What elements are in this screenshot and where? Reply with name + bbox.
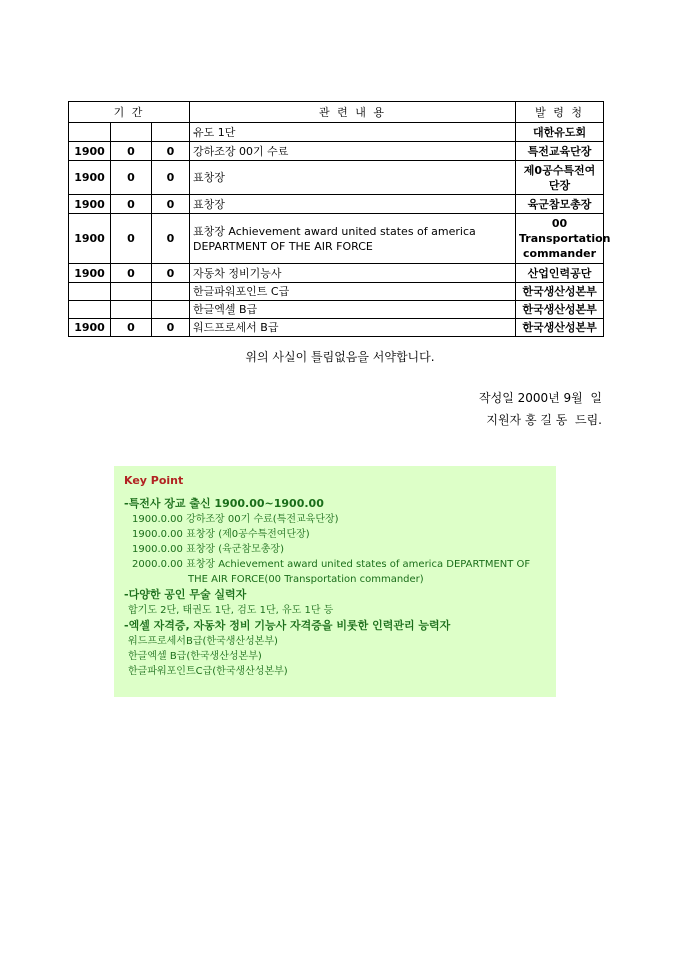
table-row [69, 214, 604, 264]
table-row [69, 319, 604, 337]
cell-month [111, 301, 152, 319]
cell-content: 유도 1단 [190, 123, 516, 142]
header-issuer: 발 령 청 [516, 102, 604, 123]
cell-issuer: 육군참모총장 [516, 195, 604, 214]
cell-year: 1900 [69, 214, 111, 264]
key-point-item: 워드프로세서B급(한국생산성본부) [128, 636, 278, 647]
cell-month: 0 [111, 319, 152, 337]
key-point-heading: -엑셀 자격증, 자동차 정비 기능사 자격증을 비롯한 인력관리 능력자 [124, 619, 451, 632]
cell-issuer: 산업인력공단 [516, 264, 604, 283]
cell-day: 0 [152, 195, 190, 214]
cell-year [69, 301, 111, 319]
cell-day: 0 [152, 319, 190, 337]
cell-content: 표창장 [190, 161, 516, 195]
cell-issuer: 특전교육단장 [516, 142, 604, 161]
key-point-item: 한글엑셀 B급(한국생산성본부) [128, 651, 262, 662]
cell-content: 표창장 [190, 195, 516, 214]
key-point-box [114, 466, 556, 697]
table-row [69, 123, 604, 142]
cell-month: 0 [111, 142, 152, 161]
cell-content: 자동차 정비기능사 [190, 264, 516, 283]
cell-day [152, 123, 190, 142]
cell-year: 1900 [69, 319, 111, 337]
cell-month [111, 123, 152, 142]
key-point-title: Key Point [124, 474, 184, 487]
cell-year: 1900 [69, 264, 111, 283]
table-row [69, 283, 604, 301]
key-point-item: 1900.0.00 강하조장 00기 수료(특전교육단장) [132, 514, 339, 525]
cell-month: 0 [111, 195, 152, 214]
cell-issuer: 한국생산성본부 [516, 283, 604, 301]
cell-content: 강하조장 00기 수료 [190, 142, 516, 161]
date-line: 작성일 2000년 9월 일 [479, 391, 602, 405]
key-point-heading: -다양한 공인 무술 실력자 [124, 588, 247, 601]
header-period: 기 간 [69, 102, 190, 123]
table-header-row [69, 102, 604, 123]
table-row [69, 264, 604, 283]
cell-day: 0 [152, 142, 190, 161]
cell-year: 1900 [69, 161, 111, 195]
cell-month: 0 [111, 214, 152, 264]
cell-day: 0 [152, 161, 190, 195]
header-content: 관 련 내 용 [190, 102, 516, 123]
key-point-item: 1900.0.00 표창장 (육군참모총장) [132, 544, 284, 555]
records-table [68, 101, 611, 337]
cell-issuer: 대한유도회 [516, 123, 604, 142]
cell-content: 한글파워포인트 C급 [190, 283, 516, 301]
cell-issuer: 한국생산성본부 [516, 301, 604, 319]
cell-content: 워드프로세서 B급 [190, 319, 516, 337]
table-row [69, 161, 604, 195]
cell-issuer: 한국생산성본부 [516, 319, 604, 337]
cell-day: 0 [152, 214, 190, 264]
oath-statement: 위의 사실이 틀림없음을 서약합니다. [245, 350, 435, 364]
key-point-heading: -특전사 장교 출신 1900.00~1900.00 [124, 497, 324, 510]
cell-year [69, 123, 111, 142]
cell-content: 표창장 Achievement award united states of america DEPARTMENT OF THE AIR FORCE [190, 214, 516, 264]
key-point-item: 2000.0.00 표창장 Achievement award united states of america DEPARTMENT OF [132, 559, 531, 570]
key-point-item-continuation: THE AIR FORCE(00 Transportation commander) [188, 574, 424, 585]
cell-issuer: 00 Transportation commander [516, 214, 604, 264]
cell-year: 1900 [69, 195, 111, 214]
cell-content: 한글엑셀 B급 [190, 301, 516, 319]
applicant-line: 지원자 홍 길 동 드림. [486, 413, 602, 427]
table-row [69, 301, 604, 319]
cell-year [69, 283, 111, 301]
cell-day: 0 [152, 264, 190, 283]
cell-month [111, 283, 152, 301]
cell-month: 0 [111, 264, 152, 283]
key-point-item: 한글파워포인트C급(한국생산성본부) [128, 666, 288, 677]
cell-issuer: 제0공수특전여단장 [516, 161, 604, 195]
cell-year: 1900 [69, 142, 111, 161]
table-row [69, 142, 604, 161]
cell-day [152, 283, 190, 301]
cell-day [152, 301, 190, 319]
table-row [69, 195, 604, 214]
cell-month: 0 [111, 161, 152, 195]
key-point-item: 합기도 2단, 태권도 1단, 검도 1단, 유도 1단 등 [128, 605, 334, 616]
key-point-item: 1900.0.00 표창장 (제0공수특전여단장) [132, 529, 310, 540]
